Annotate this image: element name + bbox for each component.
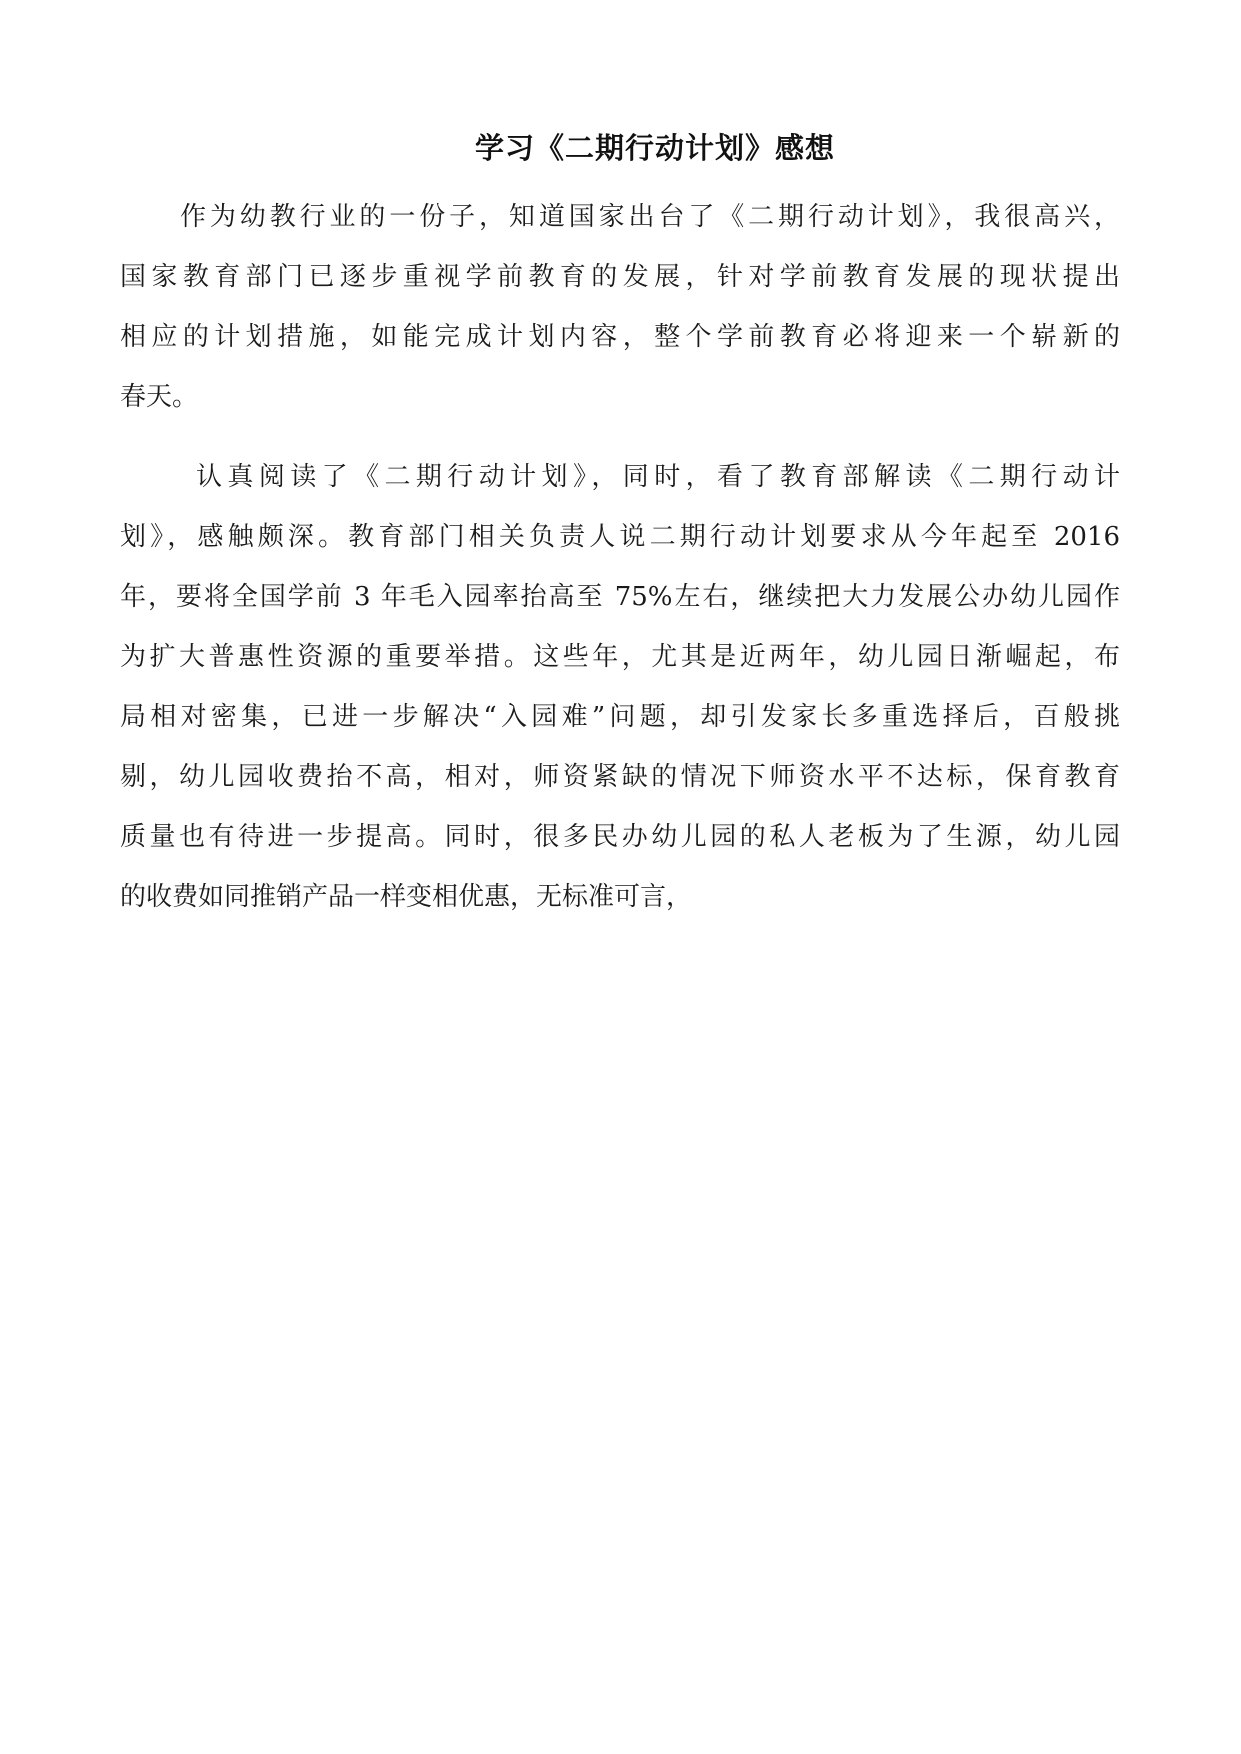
paragraph-2-line-6: 剔，幼儿园收费抬不高，相对，师资紧缺的情况下师资水平不达标，保育教育 xyxy=(120,762,1120,792)
paragraph-2-line-1: 认真阅读了《二期行动计划》，同时，看了教育部解读《二期行动计 xyxy=(196,462,1120,492)
paragraph-2-line-2: 划》，感触颇深。教育部门相关负责人说二期行动计划要求从今年起至 2016 xyxy=(120,522,1120,552)
paragraph-1-line-3: 相应的计划措施，如能完成计划内容，整个学前教育必将迎来一个崭新的 xyxy=(120,322,1120,352)
paragraph-2-line-4: 为扩大普惠性资源的重要举措。这些年，尤其是近两年，幼儿园日渐崛起，布 xyxy=(120,642,1120,672)
document-title: 学习《二期行动计划》感想 xyxy=(474,131,835,165)
paragraph-2-line-7: 质量也有待进一步提高。同时，很多民办幼儿园的私人老板为了生源，幼儿园 xyxy=(120,822,1120,852)
paragraph-2-line-3: 年，要将全国学前 3 年毛入园率抬高至 75%左右，继续把大力发展公办幼儿园作 xyxy=(120,582,1120,612)
paragraph-1-line-2: 国家教育部门已逐步重视学前教育的发展，针对学前教育发展的现状提出 xyxy=(120,262,1120,292)
paragraph-1-line-1: 作为幼教行业的一份子，知道国家出台了《二期行动计划》，我很高兴， xyxy=(180,202,1120,232)
paragraph-2-line-8: 的收费如同推销产品一样变相优惠，无标准可言， xyxy=(120,882,693,912)
paragraph-2-line-5: 局相对密集，已进一步解决“入园难”问题，却引发家长多重选择后，百般挑 xyxy=(120,702,1120,732)
paragraph-1-line-4: 春天。 xyxy=(120,382,199,412)
